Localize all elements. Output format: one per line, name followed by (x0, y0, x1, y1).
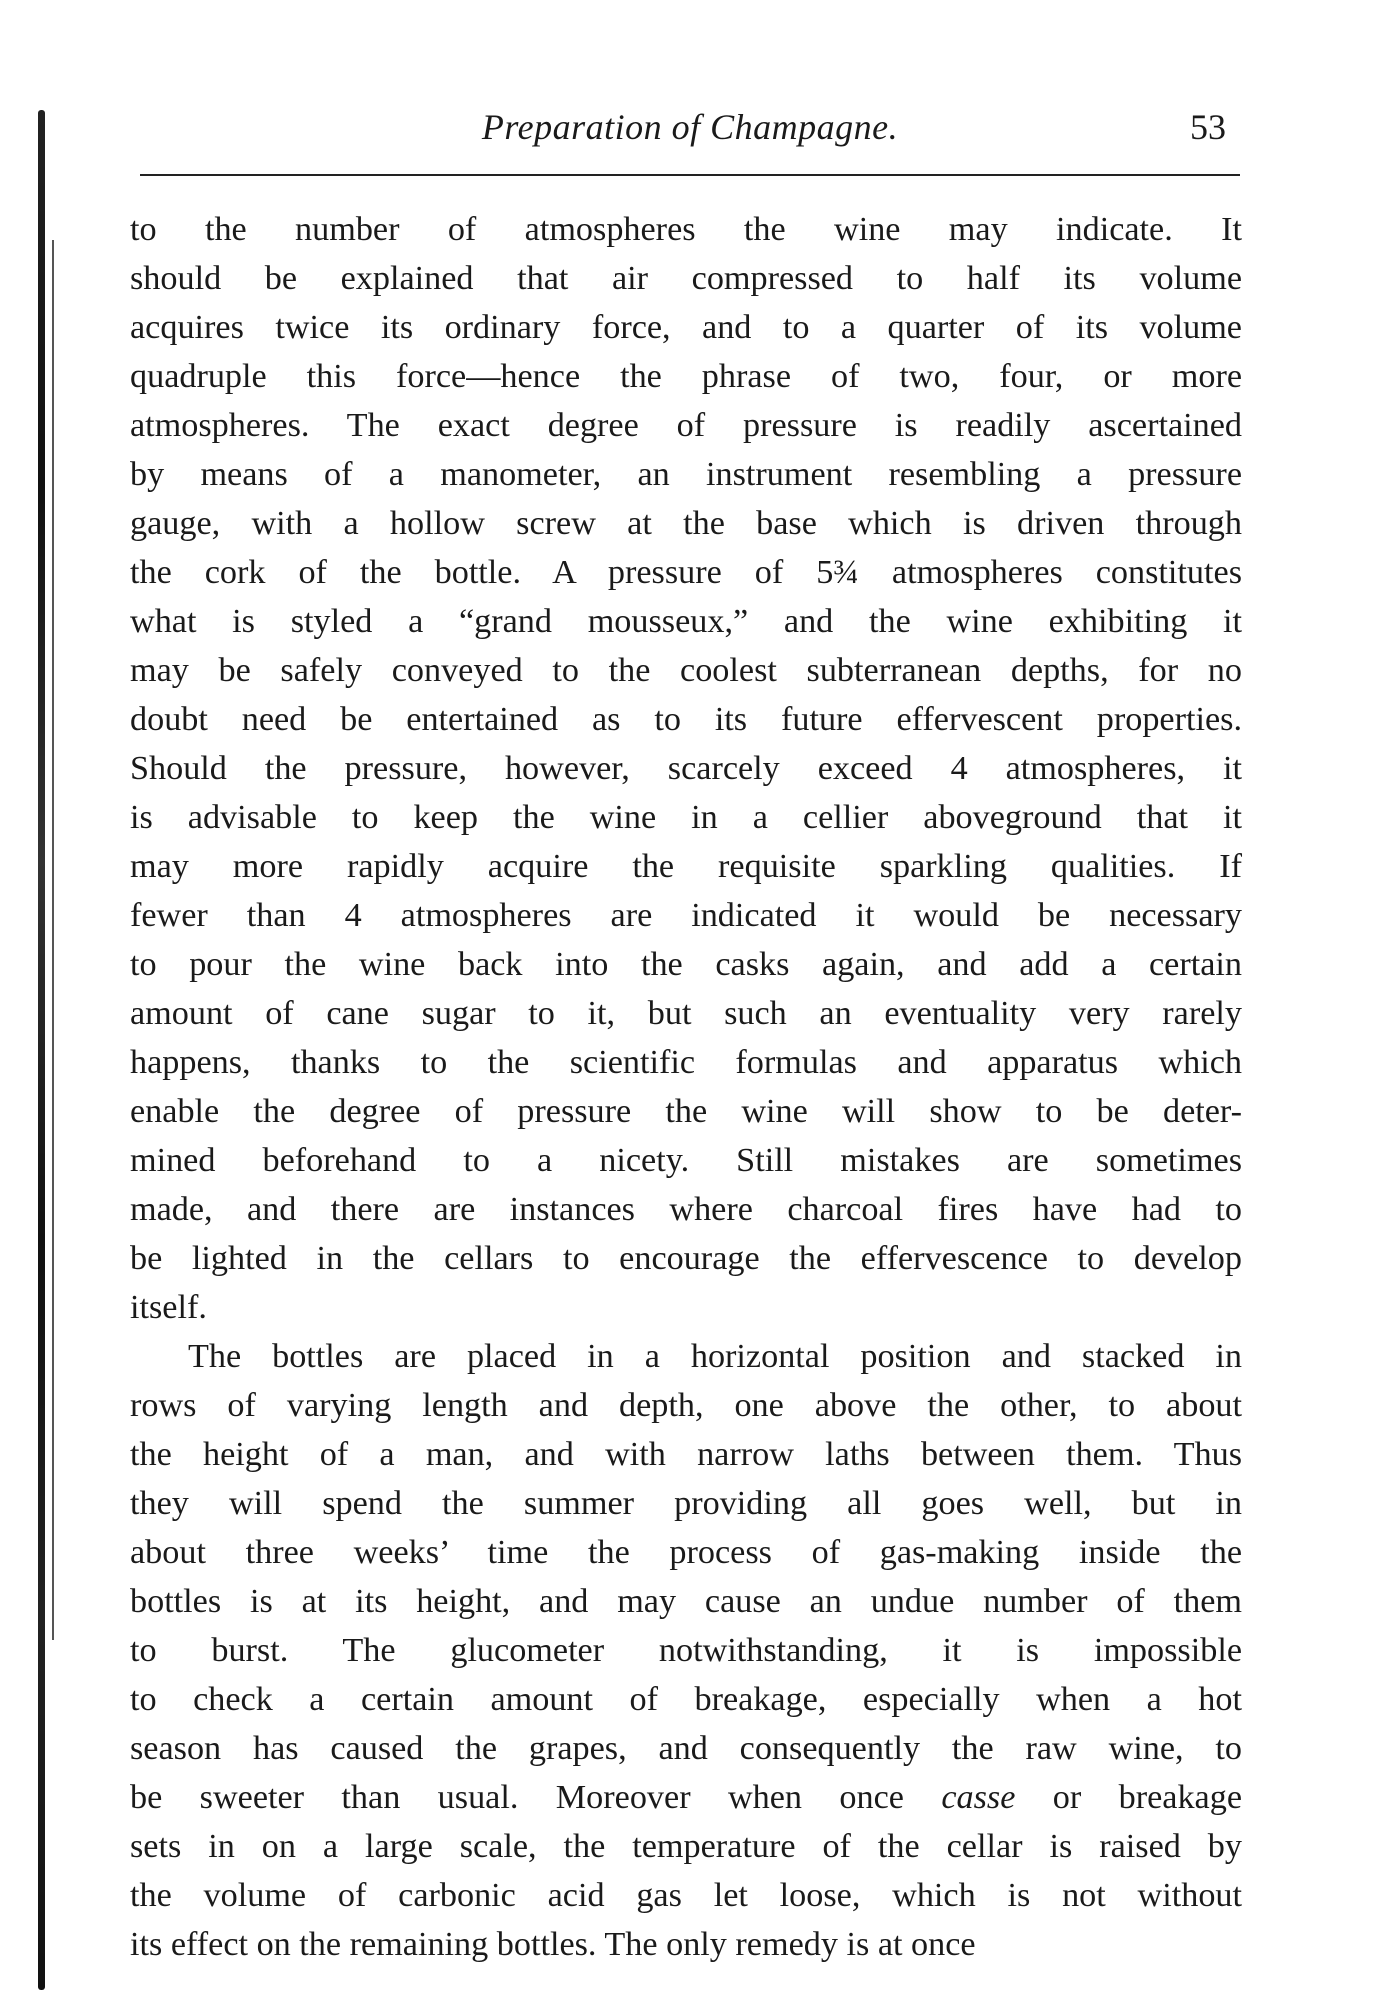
paragraph-2 (130, 1332, 1242, 1969)
page-binding-edge (38, 110, 45, 1990)
text-line: to check a certain amount of breakage, especially when a hot (130, 1681, 1242, 1718)
text-line: may be safely conveyed to the coolest subterranean depths, for no (130, 652, 1242, 689)
paragraph-1 (130, 205, 1242, 1332)
text-line: about three weeks’ time the process of gas-making inside the (130, 1534, 1242, 1571)
text-line: the height of a man, and with narrow laths between them. Thus (130, 1436, 1242, 1473)
page-header (140, 106, 1240, 162)
text-line: to the number of atmospheres the wine may indicate. It (130, 211, 1242, 248)
page-binding-shadow (52, 240, 54, 1640)
text-line: itself. (130, 1289, 207, 1326)
text-line: to burst. The glucometer notwithstanding, it is impossible (130, 1632, 1242, 1669)
text-line: gauge, with a hollow screw at the base which is driven through (130, 505, 1242, 542)
text-line: the cork of the bottle. A pressure of 5¾ atmospheres constitutes (130, 554, 1242, 591)
text-line: amount of cane sugar to it, but such an eventuality very rarely (130, 995, 1242, 1032)
text-line: made, and there are instances where charcoal fires have had to (130, 1191, 1242, 1228)
text-line: acquires twice its ordinary force, and to a quarter of its volume (130, 309, 1242, 346)
body-text (130, 205, 1242, 1969)
text-line: should be explained that air compressed to half its volume (130, 260, 1242, 297)
text-line: quadruple this force—hence the phrase of two, four, or more (130, 358, 1242, 395)
text-line: sets in on a large scale, the temperature of the cellar is raised by (130, 1828, 1242, 1865)
header-rule (140, 174, 1240, 176)
text-line: rows of varying length and depth, one above the other, to about (130, 1387, 1242, 1424)
text-line: mined beforehand to a nicety. Still mistakes are sometimes (130, 1142, 1242, 1179)
text-line: enable the degree of pressure the wine will show to be deter- (130, 1093, 1242, 1130)
text-line: be lighted in the cellars to encourage the effervescence to develop (130, 1240, 1242, 1277)
text-line: the volume of carbonic acid gas let loose, which is not without (130, 1877, 1242, 1914)
text-line: fewer than 4 atmospheres are indicated it would be necessary (130, 897, 1242, 934)
text-line: Should the pressure, however, scarcely exceed 4 atmospheres, it (130, 750, 1242, 787)
text-line: they will spend the summer providing all goes well, but in (130, 1485, 1242, 1522)
text-line: atmospheres. The exact degree of pressure is readily ascertained (130, 407, 1242, 444)
text-line: season has caused the grapes, and consequently the raw wine, to (130, 1730, 1242, 1767)
text-line: may more rapidly acquire the requisite sparkling qualities. If (130, 848, 1242, 885)
page-number: 53 (1190, 107, 1226, 147)
text-line: doubt need be entertained as to its future effervescent properties. (130, 701, 1242, 738)
text-line: The bottles are placed in a horizontal position and stacked in (188, 1338, 1242, 1375)
text-line: its effect on the remaining bottles. The only remedy is at once (130, 1926, 976, 1963)
text-line: to pour the wine back into the casks again, and add a certain (130, 946, 1242, 983)
text-line: bottles is at its height, and may cause an undue number of them (130, 1583, 1242, 1620)
text-line: what is styled a “grand mousseux,” and the wine exhibiting it (130, 603, 1242, 640)
text-line: is advisable to keep the wine in a cellier aboveground that it (130, 799, 1242, 836)
text-line: by means of a manometer, an instrument resembling a pressure (130, 456, 1242, 493)
text-line: be sweeter than usual. Moreover when once casse or breakage (130, 1779, 1243, 1816)
running-title: Preparation of Champagne. (481, 107, 899, 147)
text-line: happens, thanks to the scientific formulas and apparatus which (130, 1044, 1242, 1081)
